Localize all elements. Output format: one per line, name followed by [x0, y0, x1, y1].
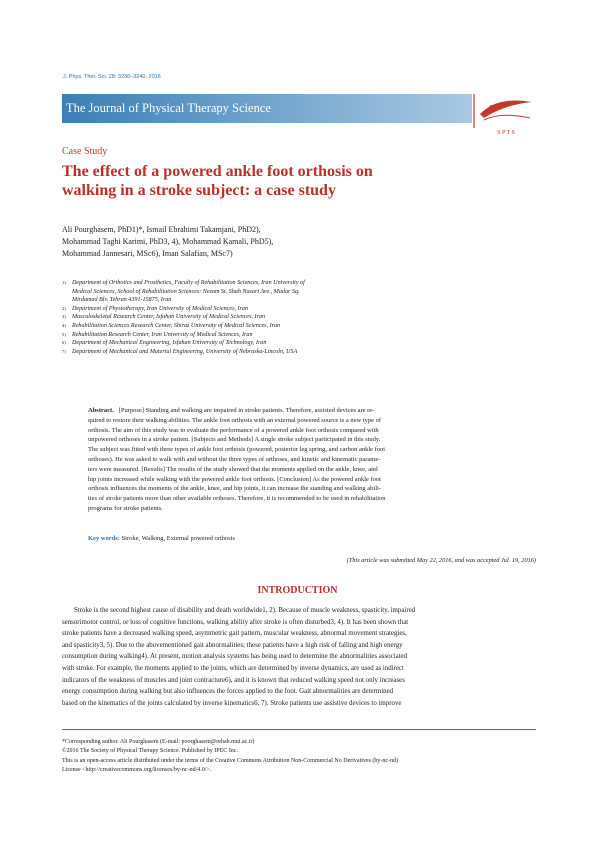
submission-dates: (This article was submitted May 22, 2016, and was accepted Jul. 19, 2016)	[346, 557, 536, 564]
affiliation-line: Rehabilitation Sciences Research Center, Shiraz University of Medical Sciences, Iran	[72, 322, 281, 329]
affiliation-line: Department of Physiotherapy, Iran University of Medical Sciences, Iran	[72, 305, 249, 312]
spts-logo-icon	[470, 92, 540, 138]
author-line: Mohammad Jannesari, MSc6), Iman Salafian, MSc7)	[62, 249, 233, 258]
body-line: indicators of the weakness of muscles and joint contracture6), and it is known that reduced walking speed not only increases	[62, 676, 405, 684]
affiliation-line: Department of Orthotics and Prosthetics, Faculty of Rehabilitation Sciences, Iran University of	[72, 280, 305, 286]
author-line: Ali Pourghasem, PhD1)*, Ismail Ebrahimi Takamjani, PhD2),	[62, 225, 261, 234]
abstract-text: [Purpose] Standing and walking are impaired in stroke patients. Therefore, assisted devices are re-	[118, 407, 375, 414]
affiliation-number: 6)	[62, 340, 66, 346]
affiliation-line: Musculoskeletal Research Center, Isfahan University of Medical Sciences, Iran	[72, 314, 266, 321]
copyright-line: ©2016 The Society of Physical Therapy Science. Published by IPEC Inc.	[62, 748, 238, 755]
affiliation-number: 3)	[62, 314, 66, 320]
abstract-line: unpowered orthoses in a stroke patient. [Subjects and Methods] A single stroke subject participated in this study.	[88, 436, 381, 444]
body-line: Stroke is the second highest cause of disability and death worldwide1, 2). Because of muscle weakness, spasticity, impaired	[74, 607, 416, 614]
author-list	[62, 224, 532, 260]
affiliation-line: Mirdamad Blv. Tehran 4391-15875, Iran	[72, 297, 172, 304]
body-text	[62, 605, 536, 709]
affiliation-line: Department of Mechanical and Material Engineering, University of Nebraska-Lincoln, USA	[72, 348, 298, 355]
affiliation-number: 4)	[62, 322, 66, 328]
affiliation-number: 7)	[62, 348, 66, 354]
affiliation-number: 5)	[62, 331, 66, 337]
affiliation-item	[62, 322, 532, 331]
body-line: based on the kinematics of the joints calculated by inverse kinematics6, 7). Stroke patients use assistive devices to improve	[62, 699, 402, 707]
abstract-line	[88, 406, 508, 416]
affiliation-number: 2)	[62, 305, 66, 311]
footer-notes	[62, 729, 536, 776]
license-line: This is an open-access article distributed under the terms of the Creative Commons Attribution Non-Commercial No Derivatives (by-nc-nd)	[62, 757, 399, 764]
license-line: License <http://creativecommons.org/licenses/by-nc-nd/4.0/>.	[62, 767, 212, 774]
abstract-line: orthosis influences the moments of the ankle, knee, and hip joints, it can increase the standing and walking abili-	[88, 485, 381, 493]
affiliations	[62, 279, 532, 356]
spts-logo	[470, 92, 540, 138]
body-line: sensorimotor control, or loss of cognitive functions, walking ability after stroke is often disturbed3, 4). It has been shown that	[62, 618, 409, 626]
keywords-text: Stroke, Walking, External powered orthosis	[121, 535, 236, 542]
abstract	[88, 406, 508, 514]
affiliation-number: 1)	[62, 280, 66, 285]
body-line: consumption during walking4). At present, motion analysis systems has being used to determine the abnormalities associated	[62, 653, 408, 661]
body-line: stroke patients have a decreased walking speed, asymmetric gait pattern, muscular weakness, abnormal movement strategies,	[62, 630, 407, 638]
body-line: and spasticity3, 5). Due to the abovementioned gait abnormalities; these patients have a high risk of falling and high energy	[62, 641, 403, 649]
abstract-line: hip joints increased while walking with the powered ankle foot orthosis. [Conclusion] As the powered ankle foot	[88, 475, 381, 483]
section-heading: INTRODUCTION	[257, 585, 338, 596]
body-line: energy consumption during walking but also influences the forces applied to the foot. Gait abnormalities are determined	[62, 688, 394, 696]
abstract-line: orthosis. The aim of this study was to evaluate the performance of a powered ankle foot orthosis compared with	[88, 426, 379, 434]
abstract-line: quired to restore their walking abilities. The ankle foot orthosis with an external powered source is a new type of	[88, 416, 382, 424]
abstract-line: ters were measured. [Results] The results of the study showed that the moments applied on the ankle, knee, and	[88, 465, 378, 473]
abstract-line: orthoses). He was asked to walk with and without the three types of orthoses, and kinetic and kinematic parame-	[88, 455, 381, 463]
keywords-label: Key words:	[88, 535, 120, 542]
author-line: Mohammad Taghi Karimi, PhD3, 4), Mohammad Kamali, PhD5),	[62, 237, 274, 246]
journal-citation: J. Phys. Ther. Sci. 28: 3236–3240, 2016	[63, 74, 161, 80]
corresponding-author: *Corresponding author. Ali Pourghasem (E-mail: poorghasem@rehab.mui.ac.ir)	[62, 739, 255, 745]
abstract-line: programs for stroke patients.	[88, 504, 163, 512]
paper-title-line: The effect of a powered ankle foot orthosis on	[62, 163, 373, 180]
abstract-label: Abstract.	[88, 407, 114, 414]
affiliation-item	[62, 279, 532, 305]
affiliation-item	[62, 305, 532, 314]
section-label: Case Study	[62, 146, 108, 157]
affiliation-item	[62, 348, 532, 357]
abstract-line: ties of stroke patients more than other available orthoses. Therefore, it is recommended to be used in rehabilitation	[88, 495, 386, 503]
keywords	[88, 535, 235, 542]
paper-title	[62, 162, 462, 200]
affiliation-line: Department of Mechanical Engineering, Isfahan University of Technology, Iran	[72, 340, 267, 347]
logo-text: S P T S	[497, 130, 515, 136]
abstract-line: The subject was fitted with three types of ankle foot orthosis (powered, posterior leg spring, and carbon ankle foot	[88, 446, 386, 454]
affiliation-item	[62, 339, 532, 348]
body-line: with stroke. For example, the moments applied to the joints, which are determined by inverse dynamics, are used as indirect	[62, 664, 404, 672]
journal-title: The Journal of Physical Therapy Science	[66, 101, 271, 115]
paper-title-line: walking in a stroke subject: a case study	[62, 182, 336, 199]
affiliation-item	[62, 313, 532, 322]
affiliation-line: Medical Sciences, School of Rehabilitation Sciences: Nezam St. Shah Nazari Ave., Madar Sq.	[72, 288, 300, 295]
affiliation-item	[62, 331, 532, 340]
affiliation-line: Rehabilitation Research Center, Iran University of Medical Sciences, Iran	[72, 331, 253, 338]
